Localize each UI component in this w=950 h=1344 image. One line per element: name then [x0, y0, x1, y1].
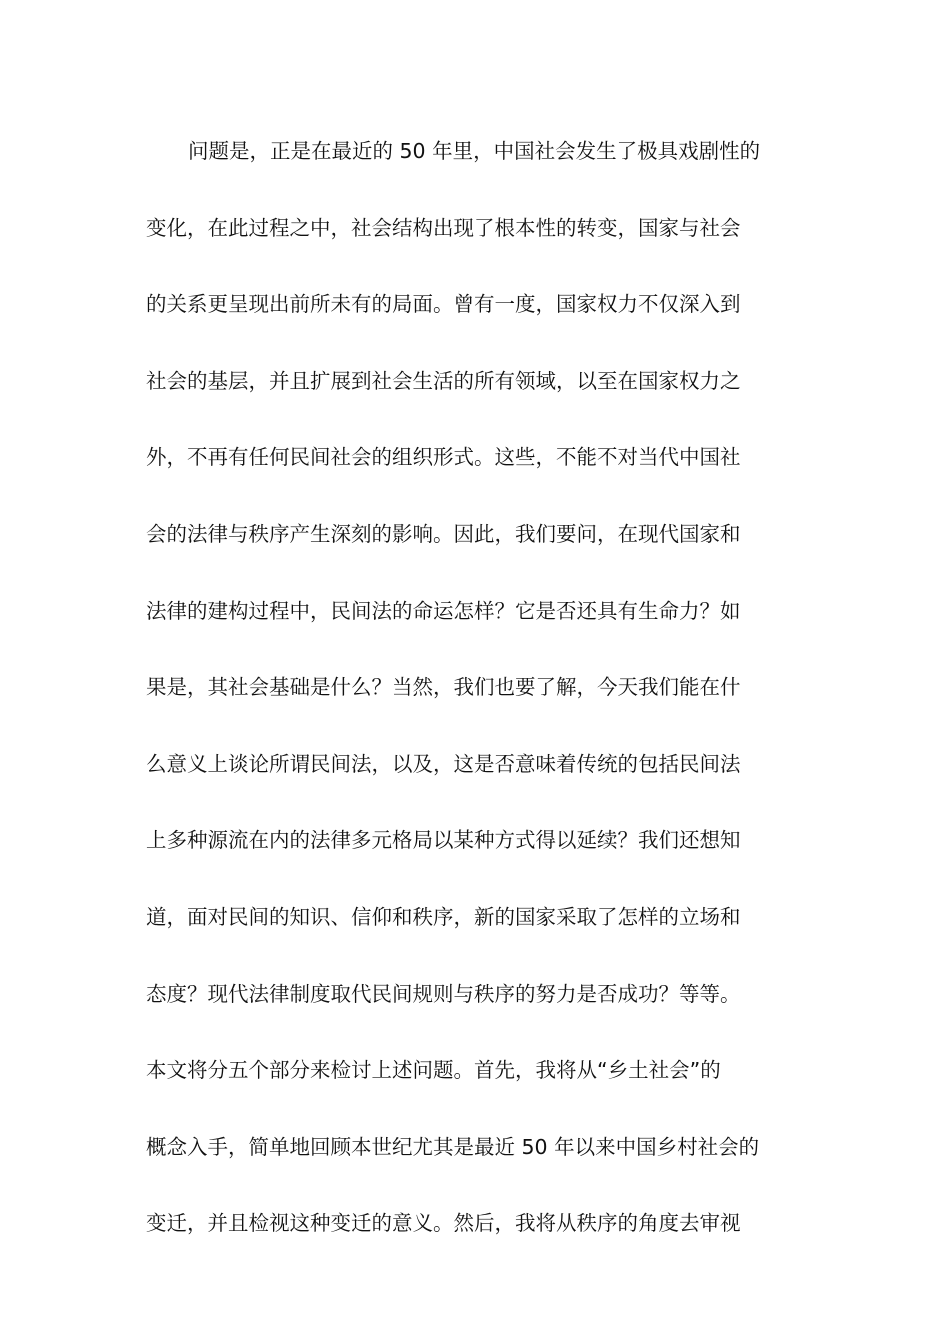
- text-line: 上多种源流在内的法律多元格局以某种方式得以延续？我们还想知: [146, 828, 741, 853]
- text-line: 社会的基层，并且扩展到社会生活的所有领域，以至在国家权力之: [146, 368, 741, 393]
- text-line: 法律的建构过程中，民间法的命运怎样？它是否还具有生命力？如: [146, 598, 741, 623]
- text-line: 会的法律与秩序产生深刻的影响。因此，我们要问，在现代国家和: [146, 521, 741, 546]
- text-line: 问题是，正是在最近的 50 年里，中国社会发生了极具戏剧性的: [188, 139, 761, 163]
- text-line: 道，面对民间的知识、信仰和秩序，新的国家采取了怎样的立场和: [146, 904, 741, 929]
- text-line: 么意义上谈论所谓民间法，以及，这是否意味着传统的包括民间法: [146, 751, 741, 776]
- text-line: 果是，其社会基础是什么？当然，我们也要了解，今天我们能在什: [146, 675, 741, 700]
- text-line: 的关系更呈现出前所未有的局面。曾有一度，国家权力不仅深入到: [146, 292, 741, 317]
- text-line: 变迁，并且检视这种变迁的意义。然后，我将从秩序的角度去审视: [146, 1211, 741, 1236]
- text-line: 态度？现代法律制度取代民间规则与秩序的努力是否成功？等等。: [146, 981, 741, 1006]
- text-line: 变化，在此过程之中，社会结构出现了根本性的转变，国家与社会: [146, 215, 741, 240]
- text-line: 概念入手，简单地回顾本世纪尤其是最近 50 年以来中国乡村社会的: [146, 1134, 760, 1159]
- text-line: 本文将分五个部分来检讨上述问题。首先，我将从“乡土社会”的: [146, 1058, 721, 1083]
- text-line: 外，不再有任何民间社会的组织形式。这些，不能不对当代中国社: [146, 445, 741, 470]
- body-paragraph: [146, 128, 806, 1277]
